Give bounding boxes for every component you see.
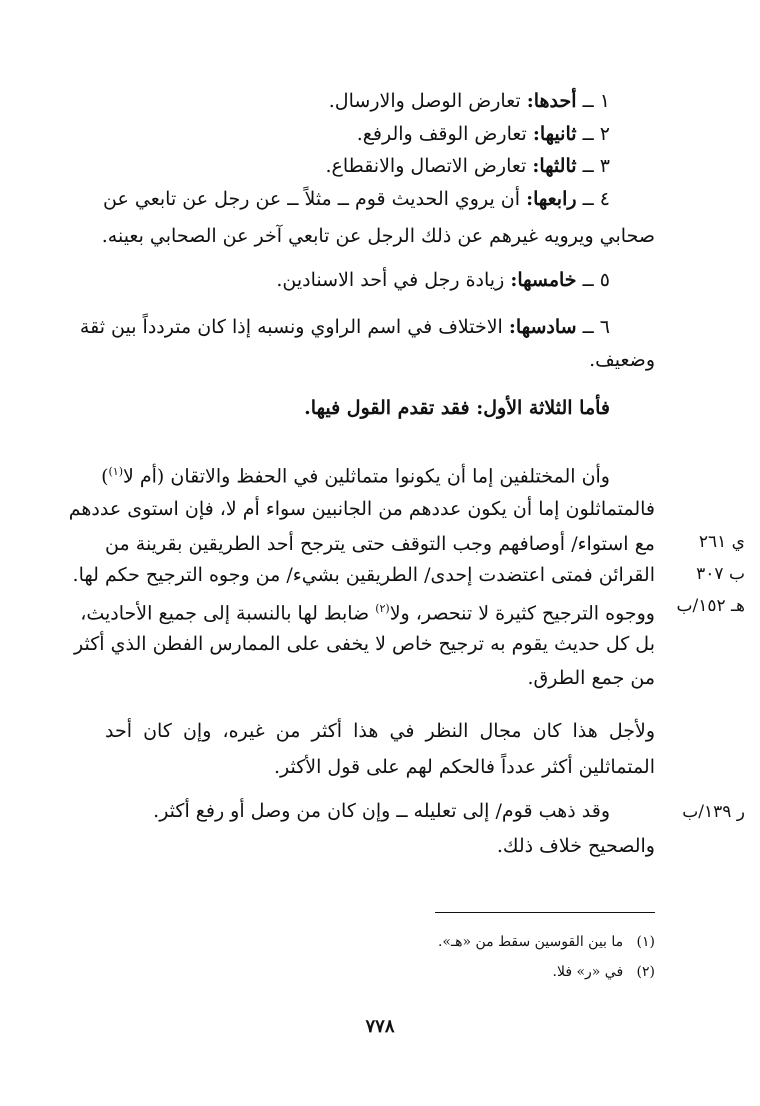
list-label: أحدها: — [526, 90, 577, 112]
intro-line: فأما الثلاثة الأول: فقد تقدم القول فيها. — [304, 397, 610, 419]
list-item-6-continued: وضعيف. — [589, 349, 655, 371]
page-number: ٧٧٨ — [365, 1016, 395, 1037]
list-item-5 — [276, 267, 610, 293]
list-item-1 — [329, 88, 610, 114]
list-text: أن يروي الحديث قوم ــ مثلاً ــ عن رجل عن تابعي عن — [103, 188, 521, 210]
list-text: زيادة رجل في أحد الاسنادين. — [276, 269, 505, 291]
list-item-3 — [325, 153, 610, 179]
list-label: ثالثها: — [532, 155, 577, 177]
paragraph-1-line-7: من جمع الطرق. — [527, 667, 655, 689]
paragraph-1-line-4: القرائن فمتى اعتضدت إحدى/ الطريقين بشيء/ من وجوه الترجيح حكم لها. — [72, 564, 655, 586]
list-number: ٤ ــ — [582, 188, 610, 210]
list-label: رابعها: — [526, 188, 577, 210]
list-item-6 — [80, 314, 610, 340]
footnote-text: ما بين القوسين سقط من «هـ». — [437, 934, 624, 950]
list-text: الاختلاف في اسم الراوي ونسبه إذا كان متردداً بين ثقة — [79, 316, 503, 338]
margin-ref-ba: ب ٣٠٧ — [696, 564, 745, 584]
list-text: تعارض الاتصال والانقطاع. — [325, 155, 527, 177]
paragraph-2-line-1: ولأجل هذا كان مجال النظر في هذا أكثر من غيره، وإن كان أحد — [105, 720, 655, 742]
paragraph-1-line-5: ووجوه الترجيح كثيرة لا تنحصر، ولا$^{(٢)}$ ضابط لها بالنسبة إلى جميع الأحاديث، — [80, 602, 655, 625]
margin-ref-ha: هـ ١٥٢/ب — [676, 596, 745, 616]
list-number: ٥ ــ — [582, 269, 610, 291]
list-item-4 — [103, 186, 610, 212]
margin-ref-ra: ر ١٣٩/ب — [682, 802, 745, 822]
footnote-ref-1: (١) — [108, 465, 123, 478]
footnote-number: (٢) — [636, 964, 655, 980]
list-item-4-continued: صحابي ويرويه غيرهم عن ذلك الرجل عن تابعي آخر عن الصحابي بعينه. — [101, 225, 655, 247]
paragraph-1-line-6: بل كل حديث يقوم به ترجيح خاص لا يخفى على الممارس الفطن الذي أكثر — [74, 633, 655, 655]
list-number: ١ ــ — [582, 90, 610, 112]
list-label: سادسها: — [508, 316, 577, 338]
paragraph-1-line-3: مع استواء/ أوصافهم وجب التوقف حتى يترجح أحد الطريقين بقرينة من — [105, 533, 655, 555]
list-label: ثانيها: — [532, 123, 577, 145]
paragraph-3-line-2: والصحيح خلاف ذلك. — [496, 835, 655, 857]
paragraph-1-line-1: وأن المختلفين إما أن يكونوا متماثلين في الحفظ والاتقان (أم لا$^{(١)}$) — [101, 465, 610, 488]
list-text: تعارض الوقف والرفع. — [356, 123, 527, 145]
footnote-2 — [553, 962, 655, 982]
footnote-1 — [438, 932, 655, 952]
paragraph-2-line-2: المتماثلين أكثر عدداً فالحكم لهم على قول الأكثر. — [273, 756, 655, 778]
margin-ref-ya: ي ٢٦١ — [698, 532, 745, 552]
list-item-2 — [357, 121, 610, 147]
paragraph-1-line-2: فالمتماثلون إما أن يكون عددهم من الجانبين سواء أم لا، فإن استوى عددهم — [68, 498, 655, 520]
footnote-divider — [435, 912, 655, 913]
list-number: ٢ ــ — [582, 123, 610, 145]
list-text: تعارض الوصل والارسال. — [328, 90, 521, 112]
list-number: ٣ ــ — [582, 155, 610, 177]
list-label: خامسها: — [510, 269, 577, 291]
footnote-ref-2: (٢) — [375, 602, 390, 615]
list-number: ٦ ــ — [582, 316, 610, 338]
footnote-number: (١) — [636, 934, 655, 950]
paragraph-3-line-1: وقد ذهب قوم/ إلى تعليله ــ وإن كان من وصل أو رفع أكثر. — [153, 800, 610, 822]
footnote-text: في «ر» فلا. — [552, 964, 624, 980]
